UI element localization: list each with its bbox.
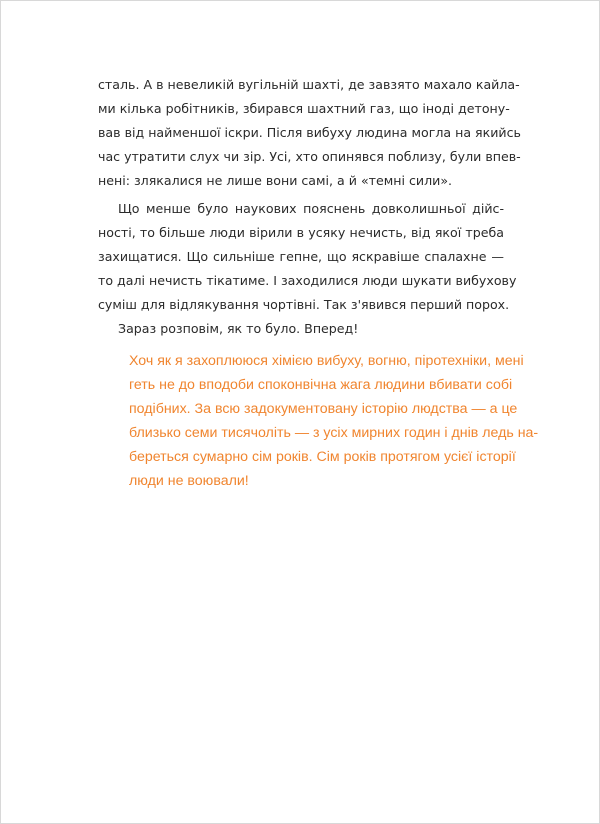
paragraph-2: [98, 197, 517, 317]
aside-line: близько семи тисячоліть — з усіх мирних годин і днів ледь на-: [129, 425, 539, 441]
text-line: ності, то більше люди вірили в усяку нечисть, від якої треба: [98, 225, 504, 240]
text-line: суміш для відлякування чортівні. Так з'явився перший порох.: [98, 297, 510, 312]
text-line: то далі нечисть тікатиме. І заходилися люди шукати вибухову: [98, 273, 517, 288]
aside-line: люди не воювали!: [129, 473, 249, 489]
aside-line: геть не до вподоби споконвічна жага людини вбивати собі: [129, 377, 513, 393]
paragraph-3: [98, 317, 504, 341]
main-text: [98, 73, 521, 341]
aside-line: подібних. За всю задокументовану історію людства — а це: [129, 401, 518, 417]
aside-line: береться сумарно сім років. Сім років протягом усієї історії: [129, 449, 516, 465]
text-line: вав від найменшої іскри. Після вибуху людина могла на якийсь: [98, 125, 521, 140]
text-line: Що менше було наукових пояснень довколишньої дійс-: [118, 201, 504, 216]
aside-line: Хоч як я захоплююся хімією вибуху, вогню, піротехніки, мені: [129, 353, 524, 369]
text-line: Зараз розповім, як то було. Вперед!: [118, 321, 359, 336]
text-line: ми кілька робітників, збирався шахтний газ, що іноді детону-: [98, 101, 510, 116]
text-line: час утратити слух чи зір. Усі, хто опинявся поблизу, були впев-: [98, 149, 521, 164]
paragraph-1: [98, 73, 521, 193]
text-line: нені: злякалися не лише вони самі, а й «темні сили».: [98, 173, 453, 188]
text-line: захищатися. Що сильніше гепне, що яскравіше спалахне —: [98, 249, 504, 264]
author-aside-note: [129, 349, 539, 493]
text-line: сталь. А в невеликій вугільній шахті, де завзято махало кайла-: [98, 77, 520, 92]
